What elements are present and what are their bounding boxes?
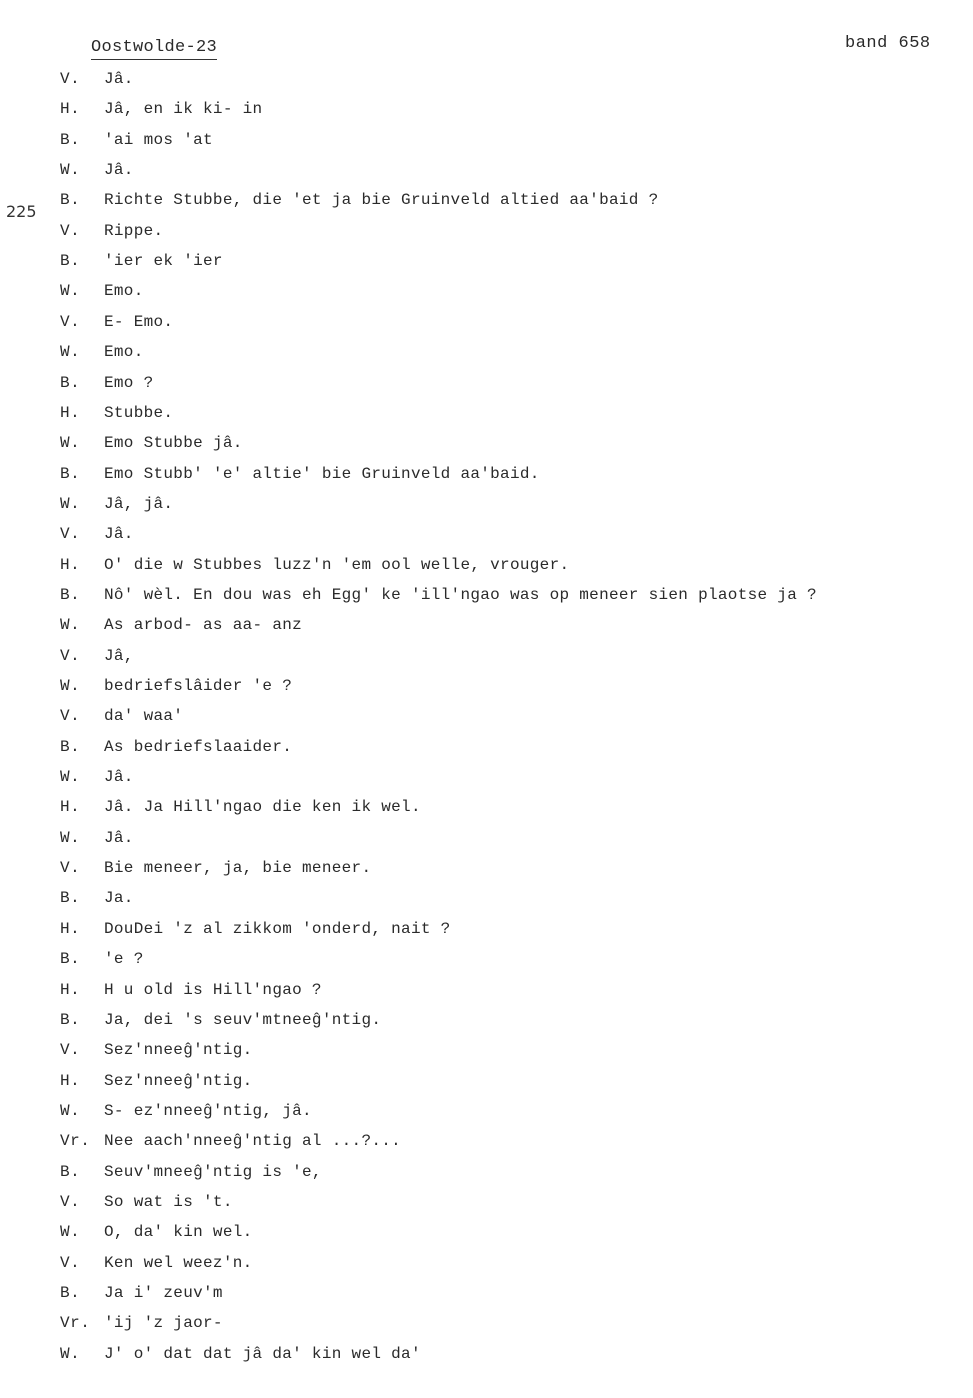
utterance-text: 'e ?	[104, 950, 144, 968]
utterance-text: Emo.	[104, 343, 144, 361]
speaker-label: W.	[60, 829, 81, 847]
transcript-line	[0, 1342, 973, 1366]
speaker-label: H.	[60, 1072, 81, 1090]
speaker-label: B.	[60, 1163, 81, 1181]
speaker-label: B.	[60, 465, 81, 483]
transcript-line	[0, 249, 973, 273]
speaker-label: Vr.	[60, 1132, 91, 1150]
utterance-text: J' o' dat dat jâ da' kin wel da'	[104, 1345, 421, 1363]
transcript-line	[0, 128, 973, 152]
speaker-label: W.	[60, 434, 81, 452]
transcript-line	[0, 1311, 973, 1335]
utterance-text: O, da' kin wel.	[104, 1223, 253, 1241]
transcript-line	[0, 1069, 973, 1093]
utterance-text: Seuv'mneeĝ'ntig is 'e,	[104, 1163, 322, 1181]
speaker-label: H.	[60, 404, 81, 422]
utterance-text: Ja, dei 's seuv'mtneeĝ'ntig.	[104, 1011, 382, 1029]
speaker-label: B.	[60, 950, 81, 968]
transcript-line	[0, 371, 973, 395]
speaker-label: V.	[60, 222, 81, 240]
speaker-label: V.	[60, 859, 81, 877]
speaker-label: B.	[60, 738, 81, 756]
speaker-label: V.	[60, 70, 81, 88]
transcript-line	[0, 917, 973, 941]
speaker-label: V.	[60, 313, 81, 331]
transcript-line	[0, 886, 973, 910]
transcript-line	[0, 219, 973, 243]
speaker-label: B.	[60, 252, 81, 270]
transcript-line	[0, 826, 973, 850]
transcript-line	[0, 704, 973, 728]
utterance-text: Stubbe.	[104, 404, 174, 422]
speaker-label: V.	[60, 1041, 81, 1059]
transcript-line	[0, 340, 973, 364]
speaker-label: B.	[60, 131, 81, 149]
utterance-text: Emo Stubb' 'e' altie' bie Gruinveld aa'baid.	[104, 465, 540, 483]
transcript-line	[0, 613, 973, 637]
utterance-text: Sez'nneeĝ'ntig.	[104, 1041, 253, 1059]
utterance-text: Emo Stubbe jâ.	[104, 434, 243, 452]
utterance-text: 'ij 'z jaor-	[104, 1314, 223, 1332]
speaker-label: V.	[60, 707, 81, 725]
speaker-label: W.	[60, 616, 81, 634]
tape-number: band 658	[845, 34, 931, 53]
speaker-label: B.	[60, 1284, 81, 1302]
utterance-text: O' die w Stubbes luzz'n 'em ool welle, vrouger.	[104, 556, 570, 574]
transcript-line	[0, 795, 973, 819]
transcript-line	[0, 674, 973, 698]
utterance-text: H u old is Hill'ngao ?	[104, 981, 322, 999]
transcript-line	[0, 462, 973, 486]
utterance-text: Rippe.	[104, 222, 164, 240]
utterance-text: DouDei 'z al zikkom 'onderd, nait ?	[104, 920, 451, 938]
transcript-line	[0, 1160, 973, 1184]
utterance-text: Jâ, jâ.	[104, 495, 174, 513]
speaker-label: W.	[60, 282, 81, 300]
utterance-text: Jâ, en ik ki- in	[104, 100, 263, 118]
speaker-label: W.	[60, 768, 81, 786]
utterance-text: Nee aach'nneeĝ'ntig al ...?...	[104, 1132, 402, 1150]
speaker-label: V.	[60, 1193, 81, 1211]
transcript-line	[0, 735, 973, 759]
utterance-text: As bedriefslaaider.	[104, 738, 293, 756]
speaker-label: W.	[60, 343, 81, 361]
transcript-line	[0, 1008, 973, 1032]
transcript-line	[0, 583, 973, 607]
speaker-label: B.	[60, 374, 81, 392]
utterance-text: Ja.	[104, 889, 134, 907]
speaker-label: V.	[60, 647, 81, 665]
speaker-label: W.	[60, 1102, 81, 1120]
transcript-line	[0, 644, 973, 668]
transcript-line	[0, 431, 973, 455]
transcript-line	[0, 310, 973, 334]
utterance-text: Jâ.	[104, 829, 134, 847]
speaker-label: W.	[60, 1345, 81, 1363]
transcript-line	[0, 765, 973, 789]
speaker-label: B.	[60, 1011, 81, 1029]
transcript-line	[0, 158, 973, 182]
utterance-text: bedriefslâider 'e ?	[104, 677, 293, 695]
utterance-text: Bie meneer, ja, bie meneer.	[104, 859, 372, 877]
transcript-line	[0, 279, 973, 303]
speaker-label: H.	[60, 556, 81, 574]
transcript-line	[0, 401, 973, 425]
speaker-label: B.	[60, 889, 81, 907]
utterance-text: Jâ.	[104, 161, 134, 179]
utterance-text: Jâ.	[104, 768, 134, 786]
transcript-line	[0, 1038, 973, 1062]
utterance-text: Jâ.	[104, 525, 134, 543]
utterance-text: Sez'nneeĝ'ntig.	[104, 1072, 253, 1090]
transcript-title: Oostwolde-23	[91, 38, 217, 60]
utterance-text: Ja i' zeuv'm	[104, 1284, 223, 1302]
utterance-text: Richte Stubbe, die 'et ja bie Gruinveld altied aa'baid ?	[104, 191, 659, 209]
transcript-line	[0, 947, 973, 971]
transcript-line	[0, 97, 973, 121]
speaker-label: H.	[60, 798, 81, 816]
speaker-label: V.	[60, 1254, 81, 1272]
speaker-label: H.	[60, 100, 81, 118]
transcript-line	[0, 978, 973, 1002]
transcript-line	[0, 67, 973, 91]
utterance-text: Jâ.	[104, 70, 134, 88]
transcript-line	[0, 1251, 973, 1275]
speaker-label: W.	[60, 677, 81, 695]
utterance-text: Jâ,	[104, 647, 134, 665]
utterance-text: da' waa'	[104, 707, 184, 725]
utterance-text: S- ez'nneeĝ'ntig, jâ.	[104, 1102, 312, 1120]
speaker-label: V.	[60, 525, 81, 543]
utterance-text: Nô' wèl. En dou was eh Egg' ke 'ill'ngao was op meneer sien plaotse ja ?	[104, 586, 817, 604]
speaker-label: W.	[60, 1223, 81, 1241]
transcript-line	[0, 553, 973, 577]
transcript-line	[0, 1129, 973, 1153]
utterance-text: Emo ?	[104, 374, 154, 392]
transcript-line	[0, 1099, 973, 1123]
transcript-line	[0, 492, 973, 516]
utterance-text: E- Emo.	[104, 313, 174, 331]
utterance-text: 'ai mos 'at	[104, 131, 213, 149]
utterance-text: 'ier ek 'ier	[104, 252, 223, 270]
speaker-label: H.	[60, 920, 81, 938]
margin-counter: 225	[6, 202, 37, 221]
transcript-line	[0, 1190, 973, 1214]
speaker-label: B.	[60, 586, 81, 604]
speaker-label: W.	[60, 495, 81, 513]
transcript-line	[0, 188, 973, 212]
utterance-text: Emo.	[104, 282, 144, 300]
utterance-text: Ken wel weez'n.	[104, 1254, 253, 1272]
transcript-line	[0, 856, 973, 880]
speaker-label: H.	[60, 981, 81, 999]
utterance-text: So wat is 't.	[104, 1193, 233, 1211]
transcript-line	[0, 1281, 973, 1305]
utterance-text: Jâ. Ja Hill'ngao die ken ik wel.	[104, 798, 421, 816]
utterance-text: As arbod- as aa- anz	[104, 616, 303, 634]
speaker-label: B.	[60, 191, 81, 209]
speaker-label: W.	[60, 161, 81, 179]
speaker-label: Vr.	[60, 1314, 91, 1332]
transcript-line	[0, 522, 973, 546]
transcript-line	[0, 1220, 973, 1244]
